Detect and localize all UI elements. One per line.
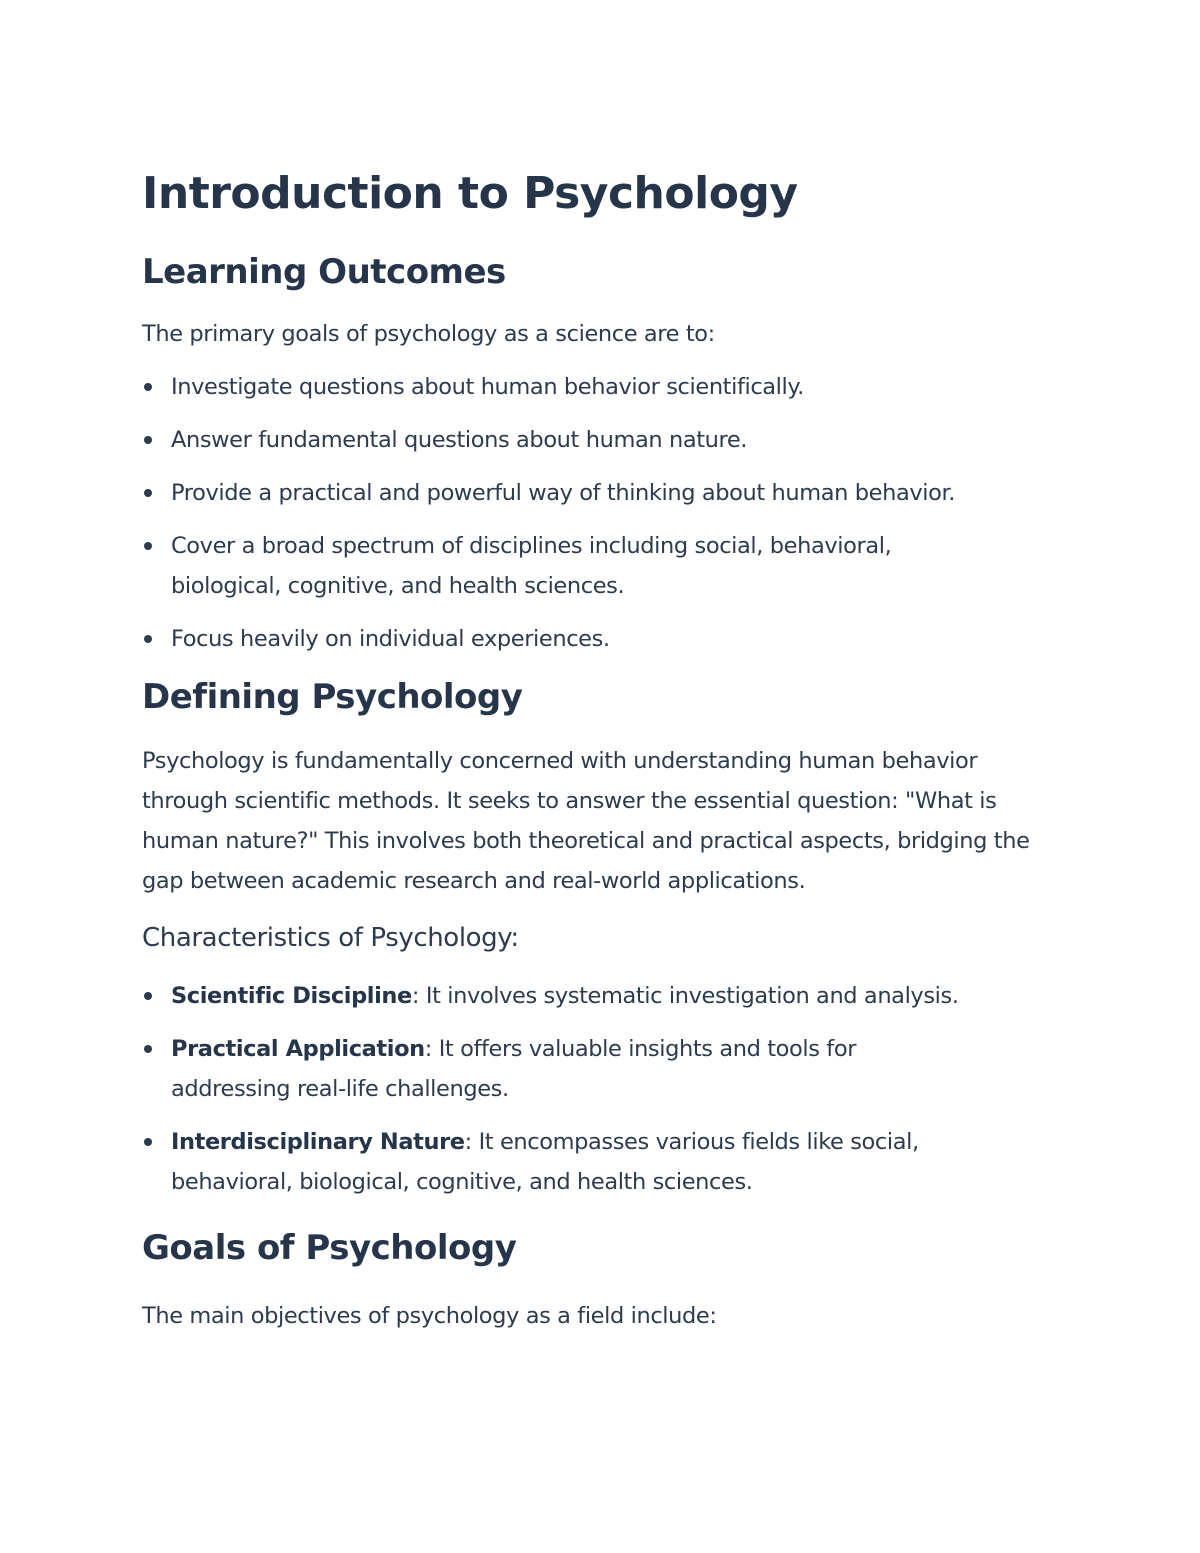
- list-item: [142, 473, 1062, 513]
- list-item: [142, 526, 1062, 606]
- defining-psychology-paragraph: Psychology is fundamentally concerned with understanding human behavior through scientific methods. It seeks to answer the essential question: "What is human nature?" This involves both theoretical and practical aspects, bridging the gap between academic research and real-world applications.: [142, 748, 1030, 894]
- bullet-icon: [144, 635, 152, 643]
- document-title: Introduction to Psychology: [142, 168, 798, 219]
- list-item-text: Focus heavily on individual experiences.: [171, 626, 610, 652]
- list-item-text: : It involves systematic investigation and analysis.: [411, 983, 959, 1009]
- list-item: [142, 1122, 1062, 1202]
- characteristics-list: [142, 976, 1062, 1202]
- list-item: [142, 976, 1062, 1016]
- document-page: [142, 162, 1062, 1336]
- bullet-icon: [144, 489, 152, 497]
- list-item-term: Scientific Discipline: [171, 983, 412, 1009]
- list-item-text: Answer fundamental questions about human nature.: [171, 427, 748, 453]
- list-item-term: Practical Application: [171, 1036, 425, 1062]
- defining-psychology-heading: Defining Psychology: [142, 677, 523, 717]
- goals-heading: Goals of Psychology: [142, 1228, 517, 1268]
- bullet-icon: [144, 383, 152, 391]
- bullet-icon: [144, 436, 152, 444]
- goals-intro: The main objectives of psychology as a field include:: [142, 1303, 717, 1329]
- list-item-text: Investigate questions about human behavior scientifically.: [171, 374, 804, 400]
- bullet-icon: [144, 1045, 152, 1053]
- list-item-text: Provide a practical and powerful way of thinking about human behavior.: [171, 480, 956, 506]
- bullet-icon: [144, 992, 152, 1000]
- list-item: [142, 619, 1062, 659]
- list-item-text: : It offers valuable insights and tools for addressing real-life challenges.: [171, 1036, 857, 1102]
- list-item: [142, 1029, 1062, 1109]
- bullet-icon: [144, 1138, 152, 1146]
- learning-outcomes-list: [142, 367, 1062, 659]
- characteristics-heading: Characteristics of Psychology:: [142, 923, 519, 953]
- learning-outcomes-intro: The primary goals of psychology as a science are to:: [142, 321, 715, 347]
- list-item-term: Interdisciplinary Nature: [171, 1129, 465, 1155]
- list-item: [142, 420, 1062, 460]
- bullet-icon: [144, 542, 152, 550]
- list-item: [142, 367, 1062, 407]
- list-item-text: Cover a broad spectrum of disciplines including social, behavioral, biological, cognitive, and health sciences.: [171, 533, 892, 599]
- learning-outcomes-heading: Learning Outcomes: [142, 252, 506, 292]
- list-item-text: : It encompasses various fields like social, behavioral, biological, cognitive, and health sciences.: [171, 1129, 919, 1195]
